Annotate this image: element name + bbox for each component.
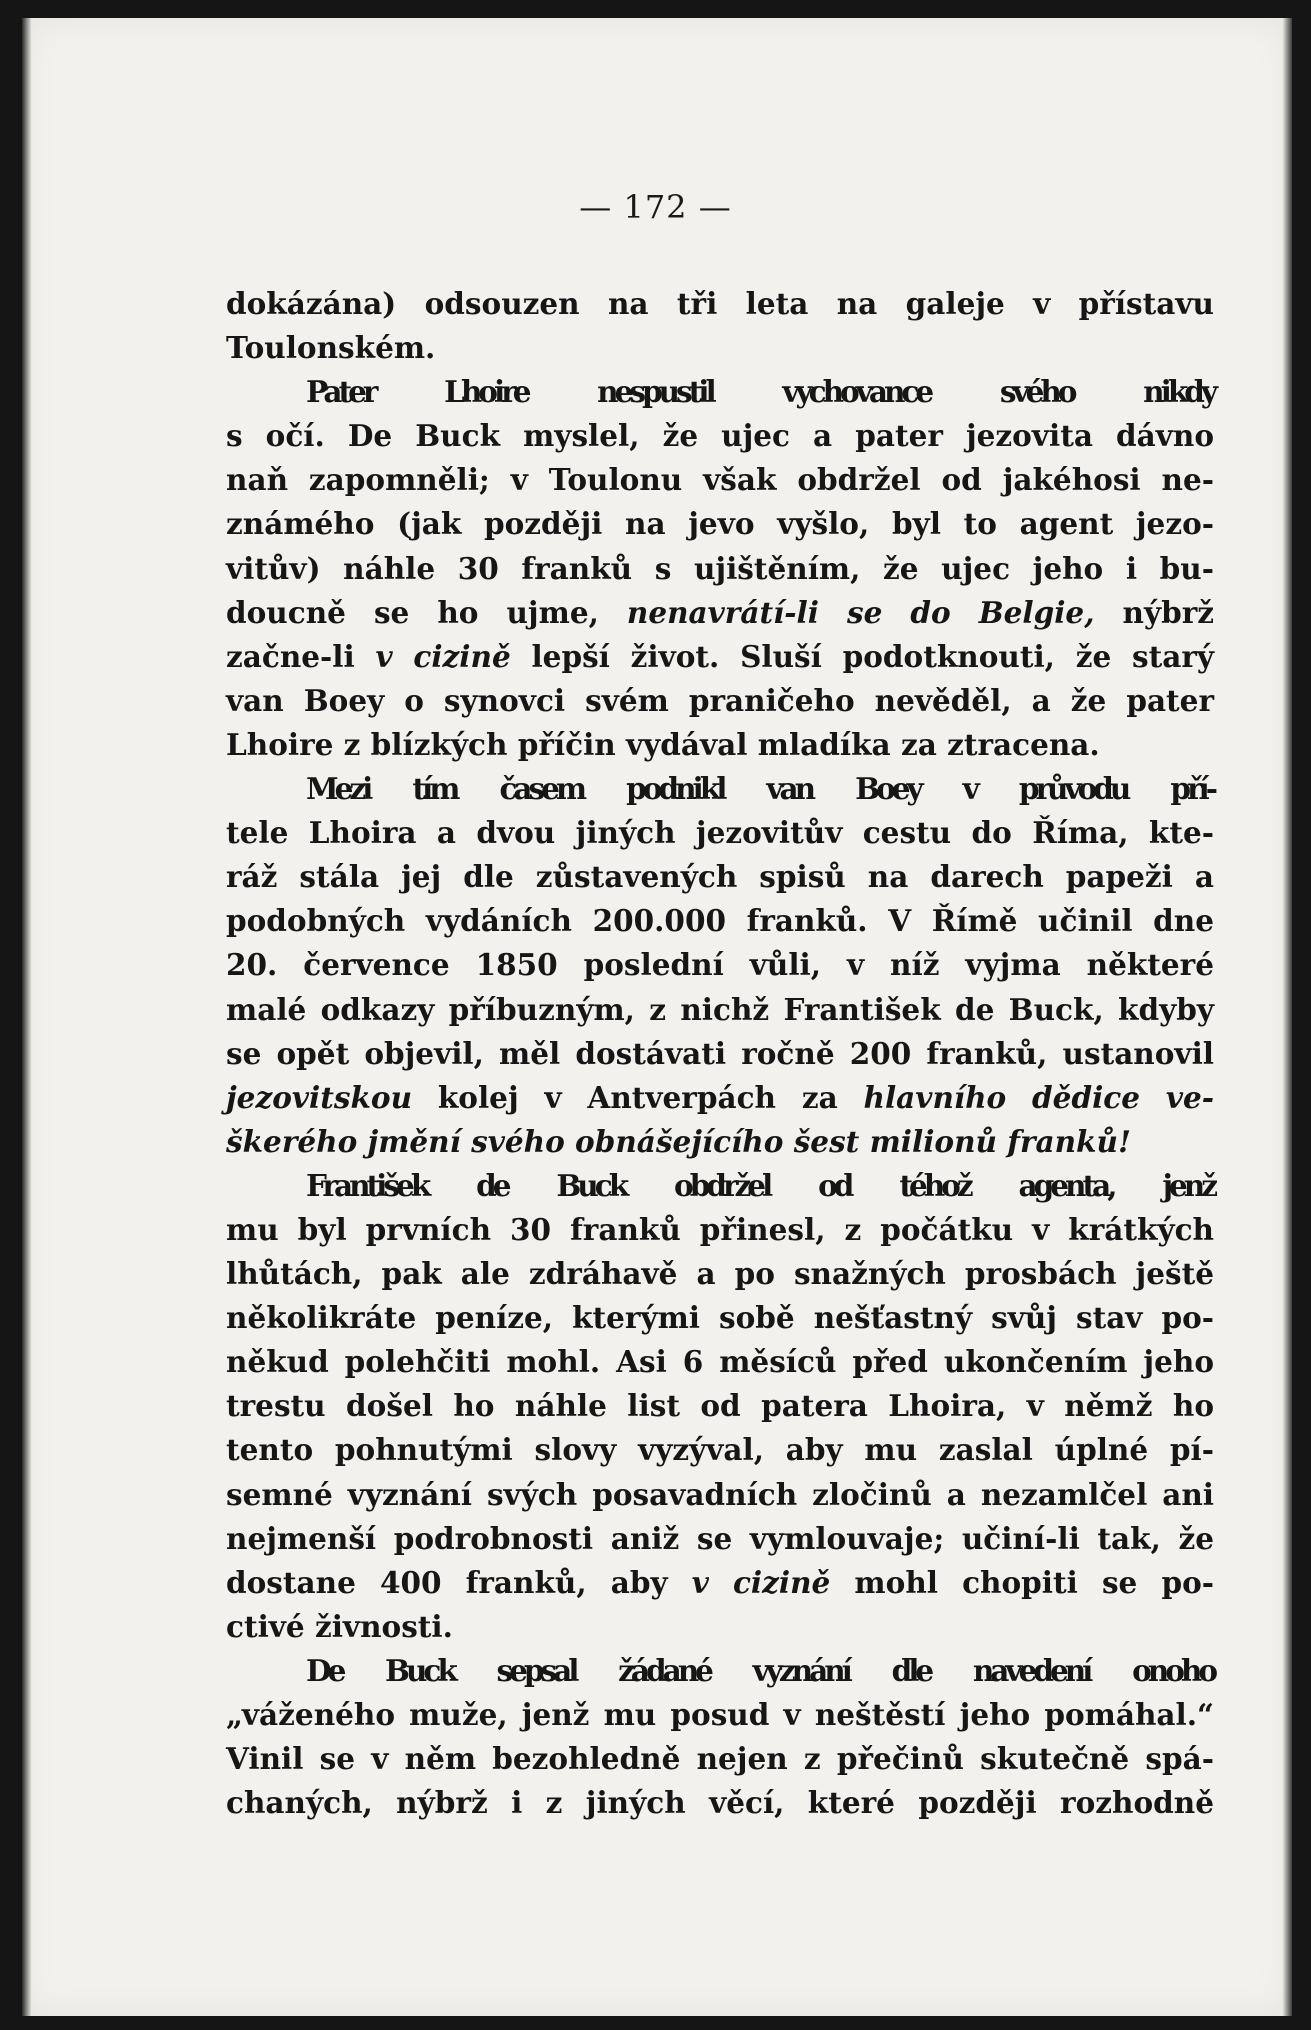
body-text <box>226 282 1214 1825</box>
text-run: dostane 400 franků, aby <box>226 1564 692 1600</box>
italic-run: v cizině <box>691 1564 831 1600</box>
text-line: s očí. De Buck myslel, že ujec a pater jezovita dávno <box>226 418 1214 454</box>
text-line <box>226 1561 1214 1605</box>
text-line: známého (jak později na jevo vyšlo, byl to agent jezo- <box>226 506 1214 542</box>
text-line: ráž stála jej dle zůstavených spisů na darech papeži a <box>226 859 1214 895</box>
text-line: mu byl prvních 30 franků přinesl, z počátku v krátkých <box>226 1211 1214 1247</box>
text-line: chaných, nýbrž i z jiných věcí, které později rozhodně <box>226 1785 1214 1821</box>
text-line: van Boey o synovci svém praničeho nevěděl, a že pater <box>226 682 1214 718</box>
paragraph-4 <box>226 1164 1214 1649</box>
text-line: malé odkazy příbuzným, z nichž František de Buck, kdyby <box>226 991 1214 1027</box>
text-run: doucně se ho ujme, <box>226 594 627 630</box>
text-line: Pater Lhoire nespustil vychovance svého nikdy <box>306 374 1214 410</box>
text-line: lhůtách, pak ale zdráhavě a po snažných prosbách ještě <box>226 1256 1214 1292</box>
text-line: De Buck sepsal žádané vyznání dle navedení onoho <box>306 1652 1214 1688</box>
text-line: několikráte peníze, kterými sobě nešťastný svůj stav po- <box>226 1300 1214 1336</box>
text-line <box>226 591 1214 635</box>
paragraph-3 <box>226 767 1214 1164</box>
page-right-edge <box>1282 18 1292 2016</box>
text-run: kolej v Antverpách za <box>412 1079 864 1115</box>
text-line: trestu došel ho náhle list od patera Lhoira, v němž ho <box>226 1388 1214 1424</box>
text-run: nýbrž <box>1094 594 1215 630</box>
italic-run: škerého jmění svého obnášejícího šest milionů franků! <box>226 1123 1131 1159</box>
text-line: vitův) náhle 30 franků s ujištěním, že ujec jeho i bu- <box>226 550 1214 586</box>
text-line <box>226 1076 1214 1120</box>
text-line: semné vyznání svých posavadních zločinů a nezamlčel ani <box>226 1476 1214 1512</box>
paragraph-5 <box>226 1649 1214 1825</box>
page-number: — 172 — <box>579 188 732 226</box>
text-line: tele Lhoira a dvou jiných jezovitův cestu do Říma, kte- <box>226 815 1214 851</box>
text-line: ctivé živnosti. <box>226 1608 453 1644</box>
text-run: začne-li <box>226 638 376 674</box>
italic-run: jezovitskou <box>226 1079 413 1115</box>
text-line: někud polehčiti mohl. Asi 6 měsíců před ukončením jeho <box>226 1344 1214 1380</box>
text-line: nejmenší podrobnosti aniž se vymlouvaje; učiní-li tak, že <box>226 1520 1214 1556</box>
text-line <box>226 1120 1214 1164</box>
text-line: tento pohnutými slovy vyzýval, aby mu zaslal úplné pí- <box>226 1432 1214 1468</box>
text-run: mohl chopiti se po- <box>830 1564 1214 1600</box>
paragraph-2 <box>226 370 1214 767</box>
text-line: se opět objevil, měl dostávati ročně 200 franků, ustanovil <box>226 1035 1214 1071</box>
text-run: lepší život. Sluší podotknouti, že starý <box>510 638 1214 674</box>
text-line: František de Buck obdržel od téhož agenta, jenž <box>306 1167 1214 1203</box>
text-line: Toulonském. <box>226 330 436 366</box>
text-line: Lhoire z blízkých příčin vydával mladíka za ztracena. <box>226 726 1100 762</box>
page-left-edge <box>22 18 32 2016</box>
italic-run: nenavrátí-li se do Belgie, <box>626 594 1095 630</box>
text-line <box>226 635 1214 679</box>
text-line: „váženého muže, jenž mu posud v neštěstí jeho pomáhal.“ <box>226 1697 1214 1732</box>
text-line: Mezi tím časem podnikl van Boey v průvodu pří- <box>306 771 1214 807</box>
italic-run: hlavního dědice ve- <box>863 1079 1214 1115</box>
text-line: dokázána) odsouzen na tři leta na galeje v přístavu <box>226 286 1214 321</box>
italic-run: v cizině <box>375 638 511 674</box>
text-line: 20. července 1850 poslední vůli, v níž vyjma některé <box>226 947 1214 983</box>
text-line: podobných vydáních 200.000 franků. V Římě učinil dne <box>226 903 1214 939</box>
paragraph-1 <box>226 282 1214 370</box>
text-line: naň zapomněli; v Toulonu však obdržel od jakéhosi ne- <box>226 462 1214 498</box>
text-line: Vinil se v něm bezohledně nejen z přečinů skutečně spá- <box>226 1741 1214 1777</box>
